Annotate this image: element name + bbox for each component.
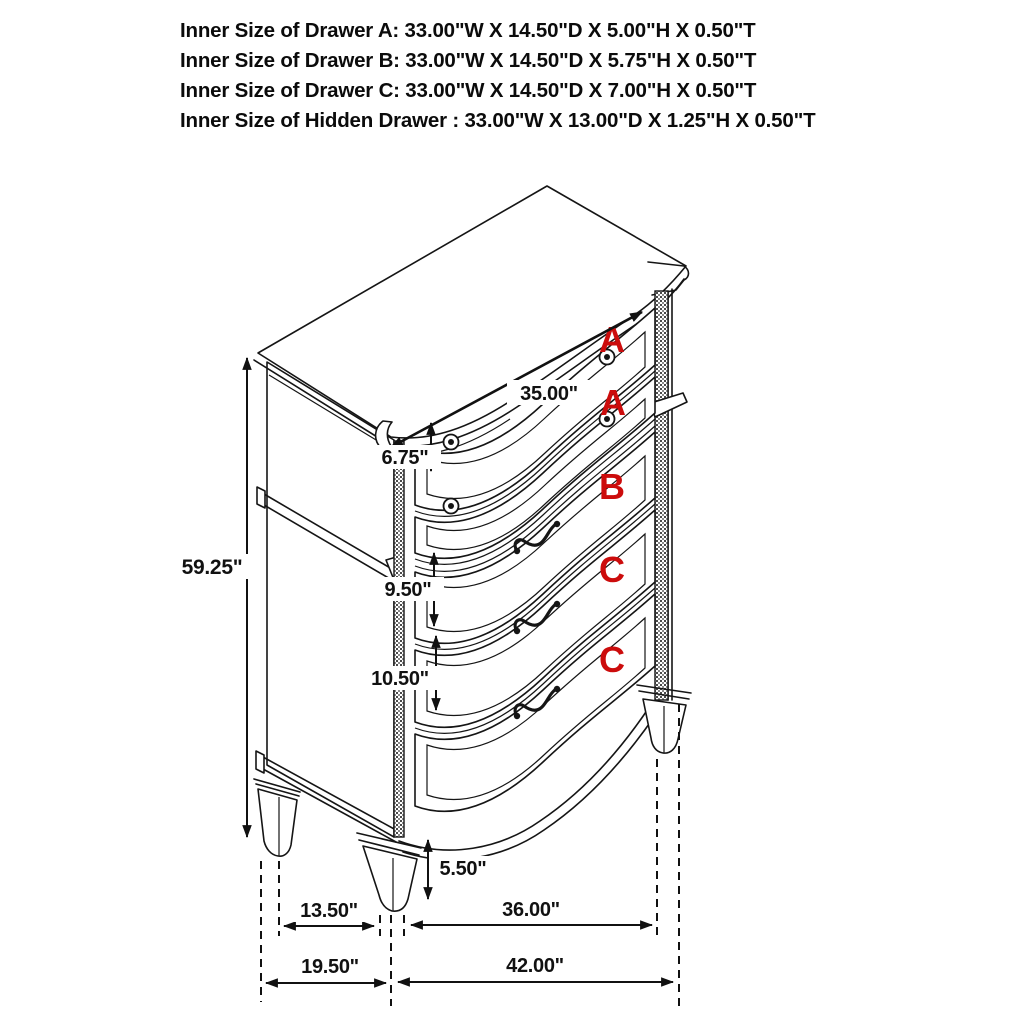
dim-label-drawer-a-height: 6.75" xyxy=(381,447,429,469)
spec-line-drawer-b: Inner Size of Drawer B: 33.00"W X 14.50"D X 5.75"H X 0.50"T xyxy=(180,49,757,72)
dim-label-overall-depth: 19.50" xyxy=(301,956,359,978)
dim-label-drawer-c-height: 10.50" xyxy=(371,668,429,690)
back-left-leg xyxy=(254,779,300,856)
dim-label-overall-height: 59.25" xyxy=(181,556,243,579)
dim-label-overall-width: 42.00" xyxy=(506,955,564,977)
spec-line-drawer-c: Inner Size of Drawer C: 33.00"W X 14.50"D X 7.00"H X 0.50"T xyxy=(180,79,757,102)
chest-line-art xyxy=(254,186,691,911)
dim-label-leg-span-front: 36.00" xyxy=(502,899,560,921)
drawer-letter-a1: A xyxy=(599,319,625,360)
drawer-letter-c1: C xyxy=(599,549,625,590)
dim-label-leg-height: 5.50" xyxy=(439,858,487,880)
right-stile xyxy=(655,291,668,700)
spec-line-drawer-a: Inner Size of Drawer A: 33.00"W X 14.50"D X 5.00"H X 0.50"T xyxy=(180,19,756,42)
dim-label-drawer-b-height: 9.50" xyxy=(384,579,432,601)
drawer-letter-b: B xyxy=(599,466,625,507)
left-stile xyxy=(394,441,404,837)
drawer-letter-c2: C xyxy=(599,639,625,680)
dim-label-leg-span-side: 13.50" xyxy=(300,900,358,922)
dim-label-top-drawer-width: 35.00" xyxy=(520,383,578,405)
drawer-letter-a2: A xyxy=(600,382,626,423)
spec-line-hidden-drawer: Inner Size of Hidden Drawer : 33.00"W X 13.00"D X 1.25"H X 0.50"T xyxy=(180,109,816,132)
